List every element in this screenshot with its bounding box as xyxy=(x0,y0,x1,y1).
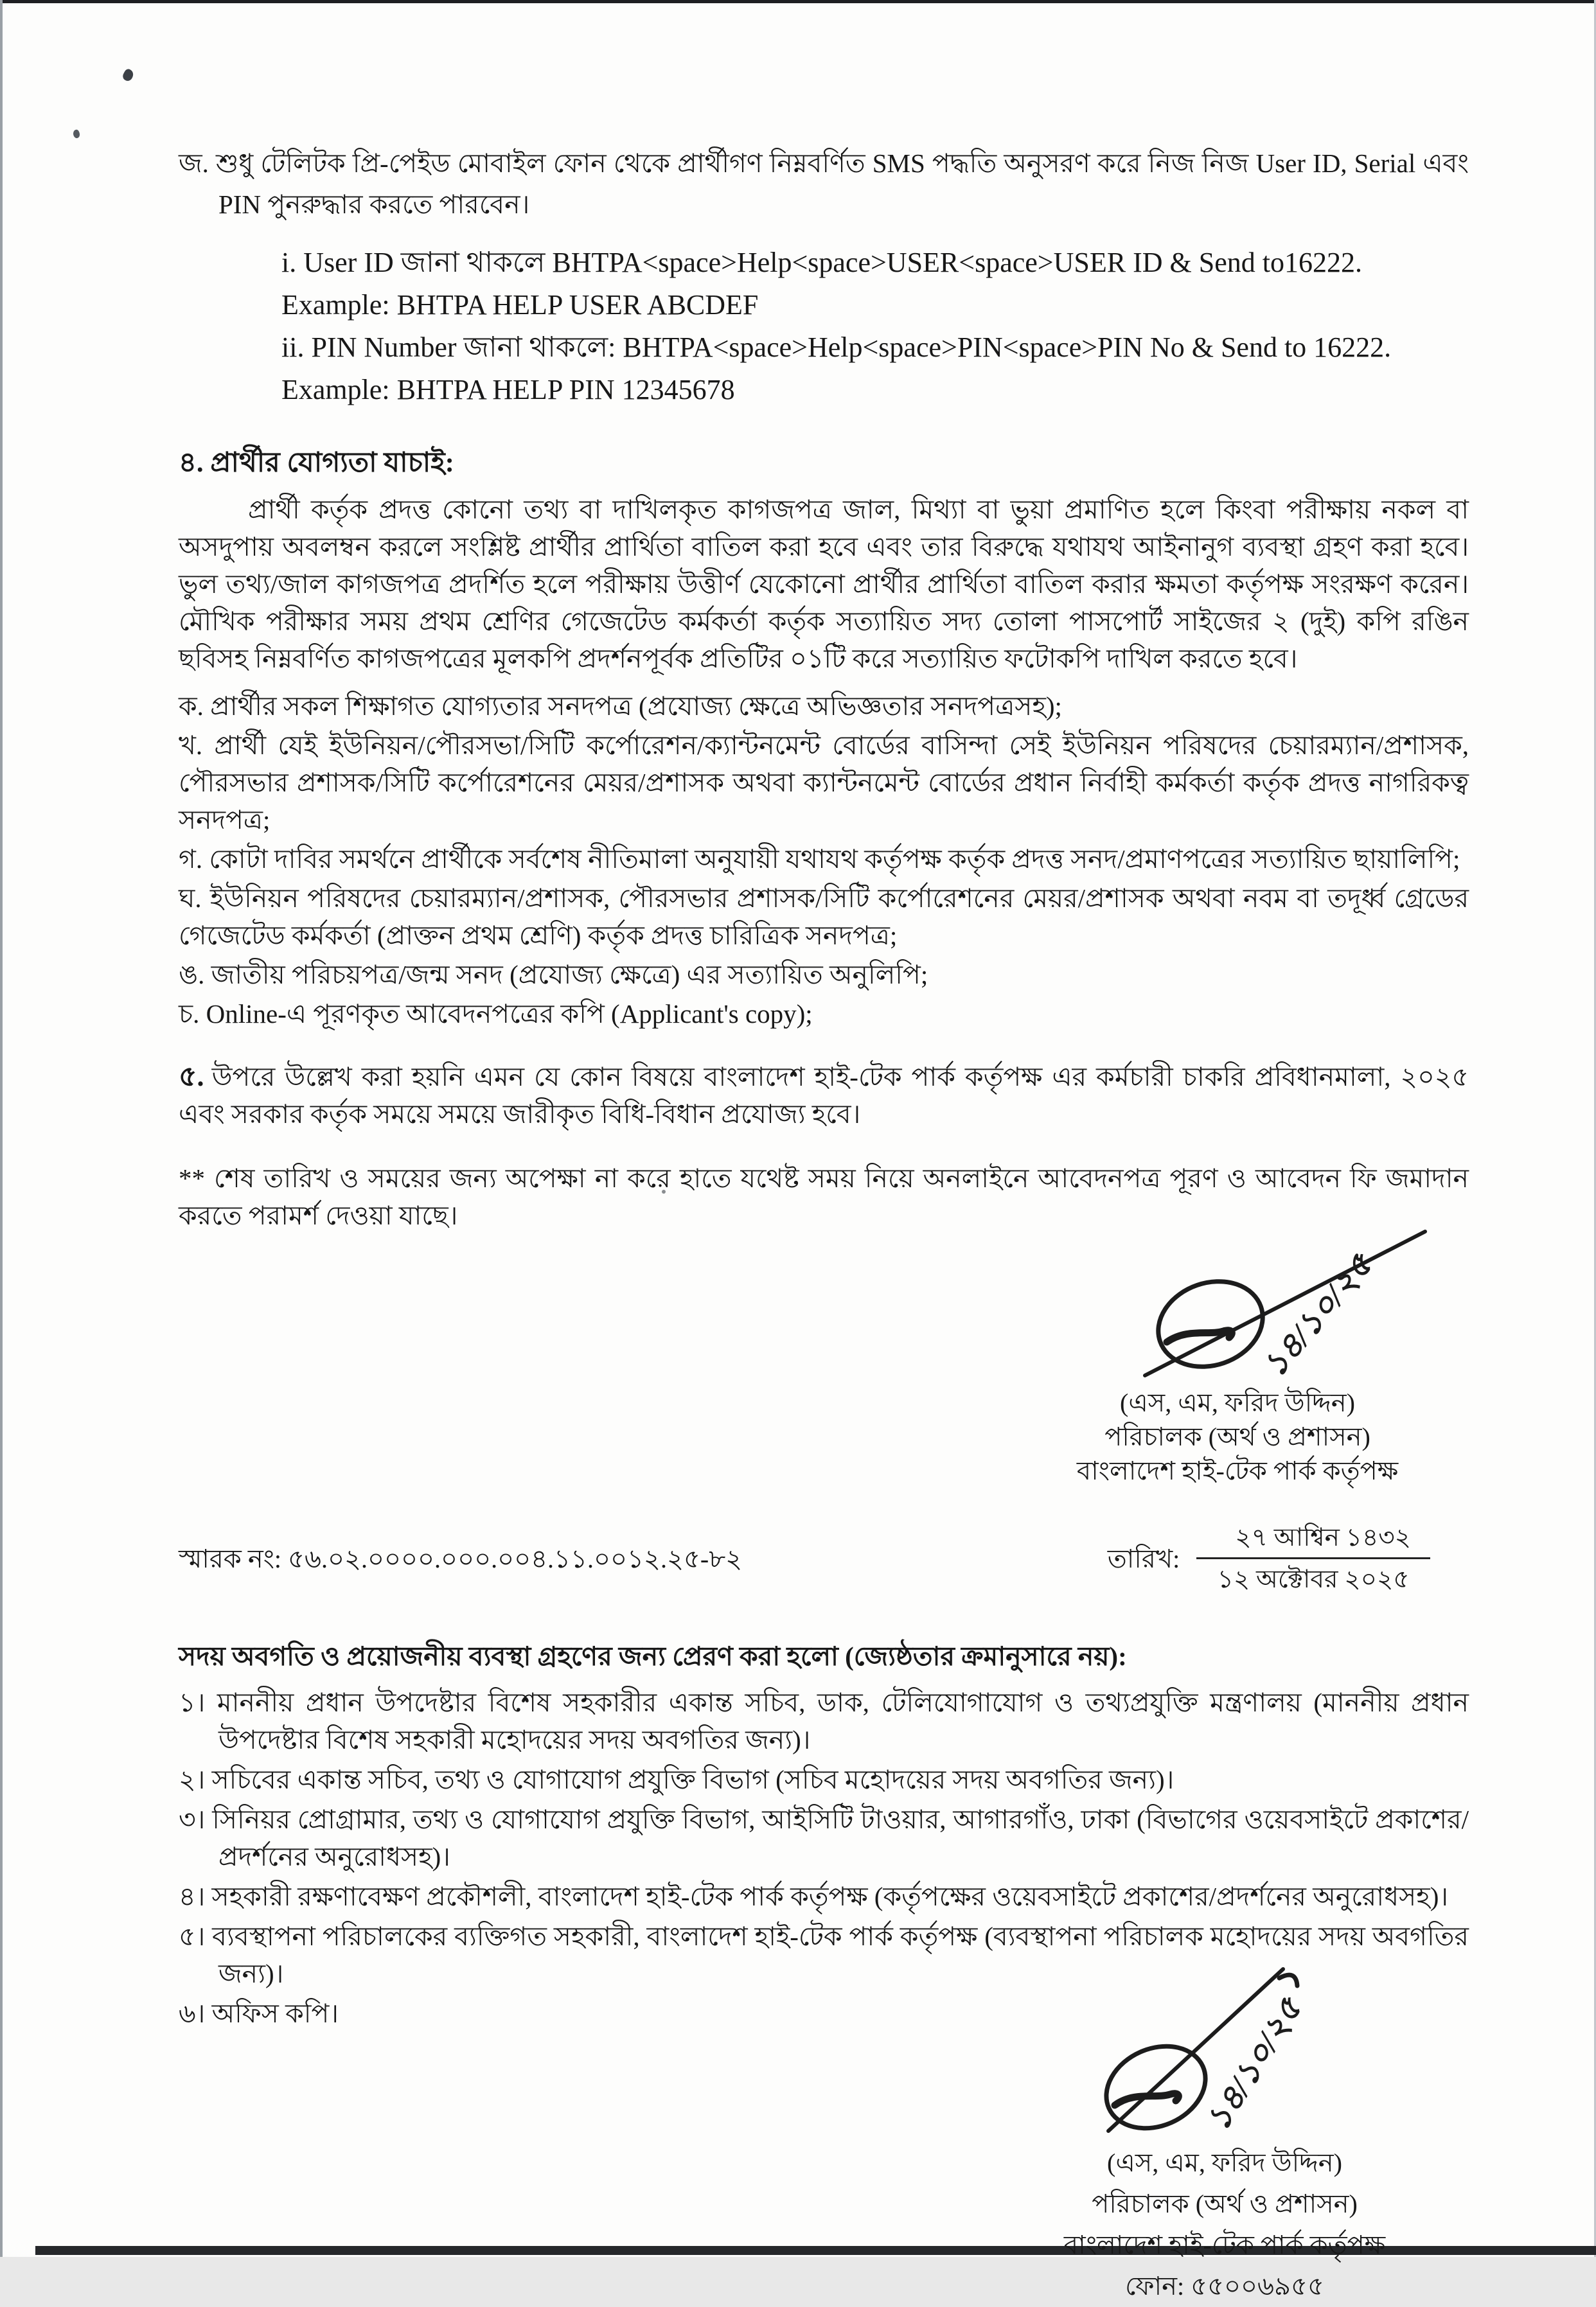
signatory-name: (এস, এম, ফরিদ উদ্দিন) xyxy=(1107,2148,1342,2177)
date-gregorian: ১২ অক্টোবর ২০২৫ xyxy=(1196,1557,1430,1596)
sms-example-pin: Example: BHTPA HELP PIN 12345678 xyxy=(281,374,735,405)
memo-row xyxy=(179,1521,1469,1596)
memo-date xyxy=(1108,1521,1430,1596)
sms-instruction-block xyxy=(179,242,1469,411)
signature-block-1 xyxy=(1013,1217,1462,1488)
section-5-text: উপরে উল্লেখ করা হয়নি এমন যে কোন বিষয়ে বাংলাদেশ হাই-টেক পার্ক কর্তৃপক্ষ এর কর্মচারী চাকরি প্রবিধানমালা, ২০২৫ এবং সরকার কর্তৃক সময়ে সময়ে জারীকৃত বিধি-বিধান প্রযোজ্য হবে। xyxy=(179,1062,1469,1129)
signature-scribble xyxy=(1086,1952,1363,2143)
distribution-item-6: ৬। অফিস কপি। xyxy=(179,1999,339,2028)
memo-number: স্মারক নং: ৫৬.০২.০০০০.০০০.০০৪.১১.০০১২.২৫-৮২ xyxy=(179,1544,743,1573)
sms-instruction-user-id: i. User ID জানা থাকলে BHTPA<space>Help<space>USER<space>USER ID & Send to16222. xyxy=(281,247,1362,278)
sms-instruction-pin: ii. PIN Number জানা থাকলে: BHTPA<space>Help<space>PIN<space>PIN No & Send to 16222. xyxy=(281,331,1392,363)
advice-note: ** শেষ তারিখ ও সময়ের জন্য অপেক্ষা না করে হাতে যথেষ্ট সময় নিয়ে অনলাইনে আবেদনপত্র পূরণ ও আবেদন ফি জমাদান করতে পরামর্শ দেওয়া যাছে। xyxy=(179,1163,1469,1230)
section-5-number: ৫. xyxy=(179,1061,204,1092)
checklist-item-kha: খ. প্রার্থী যেই ইউনিয়ন/পৌরসভা/সিটি কর্পোরেশন/ক্যান্টনমেন্ট বোর্ডের বাসিন্দা সেই ইউনিয়ন পরিষদের চেয়ারম্যান/প্রশাসক, পৌরসভার প্রশাসক/সিটি কর্পোরেশনের মেয়র/প্রশাসক অথবা ক্যান্টনমেন্ট বোর্ডের প্রধান নির্বাহী কর্মকর্তা কর্তৃক প্রদত্ত নাগরিকত্ব সনদপত্র; xyxy=(179,730,1469,835)
checklist-item-cha: চ. Online-এ পূরণকৃত আবেদনপত্রের কপি (Applicant's copy); xyxy=(179,999,813,1029)
checklist-item-ka: ক. প্রার্থীর সকল শিক্ষাগত যোগ্যতার সনদপত্র (প্রযোজ্য ক্ষেত্রে অভিজ্ঞতার সনদপত্রসহ); xyxy=(179,691,1062,721)
distribution-item-3: ৩। সিনিয়র প্রোগ্রামার, তথ্য ও যোগাযোগ প্রযুক্তি বিভাগ, আইসিটি টাওয়ার, আগারগাঁও, ঢাকা (বিভাগের ওয়েবসাইটে প্রকাশের/প্রদর্শনের অনুরোধসহ)। xyxy=(179,1805,1469,1871)
signatory-title: পরিচালক (অর্থ ও প্রশাসন) xyxy=(1092,2189,1358,2218)
signatory-title: পরিচালক (অর্থ ও প্রশাসন) xyxy=(1104,1422,1370,1451)
date-label: তারিখ: xyxy=(1107,1544,1180,1573)
distribution-item-4: ৪। সহকারী রক্ষণাবেক্ষণ প্রকৌশলী, বাংলাদেশ হাই-টেক পার্ক কর্তৃপক্ষ (কর্তৃপক্ষের ওয়েবসাইটে প্রকাশের/প্রদর্শনের অনুরোধসহ)। xyxy=(179,1882,1449,1911)
section-4-heading: ৪. প্রার্থীর যোগ্যতা যাচাই: xyxy=(179,448,454,478)
checklist-item-gha: ঘ. ইউনিয়ন পরিষদের চেয়ারম্যান/প্রশাসক, পৌরসভার প্রশাসক/সিটি কর্পোরেশনের মেয়র/প্রশাসক অথবা নবম বা তদূর্ধ্ব গ্রেডের গেজেটেড কর্মকর্তা (প্রাক্তন প্রথম শ্রেণি) কর্তৃক প্রদত্ত চারিত্রিক সনদপত্র; xyxy=(179,883,1469,950)
signatory-org: বাংলাদেশ হাই-টেক পার্ক কর্তৃপক্ষ xyxy=(1063,2231,1386,2259)
scan-edge-top xyxy=(0,0,1596,3)
signatory-org: বাংলাদেশ হাই-টেক পার্ক কর্তৃপক্ষ xyxy=(1076,1456,1399,1485)
signature-block-2 xyxy=(980,1952,1469,2307)
signature-date-handwritten: ১৪/১০/২৫ xyxy=(1256,1246,1380,1384)
signature-date-handwritten: ১৪/১০/২৫ xyxy=(1199,1992,1309,2137)
scan-edge-left xyxy=(0,0,3,2257)
section-5-clause xyxy=(179,1058,1469,1133)
section-4-paragraph: প্রার্থী কর্তৃক প্রদত্ত কোনো তথ্য বা দাখিলকৃত কাগজপত্র জাল, মিথ্যা বা ভুয়া প্রমাণিত হলে কিংবা পরীক্ষায় নকল বা অসদুপায় অবলম্বন করলে সংশ্লিষ্ট প্রার্থীর প্রার্থিতা বাতিল করা হবে এবং তার বিরুদ্ধে যথাযথ আইনানুগ ব্যবস্থা গ্রহণ করা হবে। ভুল তথ্য/জাল কাগজপত্র প্রদর্শিত হলে পরীক্ষায় উত্তীর্ণ যেকোনো প্রার্থীর প্রার্থিতা বাতিল করার ক্ষমতা কর্তৃপক্ষ সংরক্ষণ করেন। মৌখিক পরীক্ষার সময় প্রথম শ্রেণির গেজেটেড কর্মকর্তা কর্তৃক সত্যায়িত সদ্য তোলা পাসপোর্ট সাইজের ২ (দুই) কপি রঙিন ছবিসহ নিম্নবর্ণিত কাগজপত্রের মূলকপি প্রদর্শনপূর্বক প্রতিটির ০১টি করে সত্যায়িত ফটোকপি দাখিল করতে হবে। xyxy=(179,495,1469,673)
document-checklist xyxy=(179,687,1469,1032)
distribution-item-2: ২। সচিবের একান্ত সচিব, তথ্য ও যোগাযোগ প্রযুক্তি বিভাগ (সচিব মহোদয়ের সদয় অবগতির জন্য)। xyxy=(179,1765,1175,1794)
checklist-item-uma: ঙ. জাতীয় পরিচয়পত্র/জন্ম সনদ (প্রযোজ্য ক্ষেত্রে) এর সত্যায়িত অনুলিপি; xyxy=(179,960,928,989)
distribution-item-5: ৫। ব্যবস্থাপনা পরিচালকের ব্যক্তিগত সহকারী, বাংলাদেশ হাই-টেক পার্ক কর্তৃপক্ষ (ব্যবস্থাপনা পরিচালক মহোদয়ের সদয় অবগতির জন্য)। xyxy=(179,1922,1469,1988)
document-body xyxy=(179,143,1469,2307)
signatory-phone: ফোন: ৫৫০০৬৯৫৫ xyxy=(1125,2272,1324,2301)
signature-scribble xyxy=(1135,1217,1437,1386)
scan-speck xyxy=(121,67,136,82)
date-stack xyxy=(1196,1521,1430,1596)
distribution-item-1: ১। মাননীয় প্রধান উপদেষ্টার বিশেষ সহকারীর একান্ত সচিব, ডাক, টেলিযোগাযোগ ও তথ্যপ্রযুক্তি মন্ত্রণালয় (মাননীয় প্রধান উপদেষ্টার বিশেষ সহকারী মহোদয়ের সদয় অবগতির জন্য)। xyxy=(179,1688,1469,1755)
scan-speck xyxy=(72,129,81,139)
sms-example-user: Example: BHTPA HELP USER ABCDEF xyxy=(281,289,759,321)
distribution-heading: সদয় অবগতি ও প্রয়োজনীয় ব্যবস্থা গ্রহণের জন্য প্রেরণ করা হলো (জ্যেষ্ঠতার ক্রমানুসারে নয়): xyxy=(179,1641,1127,1671)
checklist-item-ga: গ. কোটা দাবির সমর্থনে প্রার্থীকে সর্বশেষ নীতিমালা অনুযায়ী যথাযথ কর্তৃপক্ষ কর্তৃক প্রদত্ত সনদ/প্রমাণপত্রের সত্যায়িত ছায়ালিপি; xyxy=(179,844,1460,874)
clause-j-telitalk-sms: জ. শুধু টেলিটক প্রি-পেইড মোবাইল ফোন থেকে প্রার্থীগণ নিম্নবর্ণিত SMS পদ্ধতি অনুসরণ করে নিজ নিজ User ID, Serial এবং PIN পুনরুদ্ধার করতে পারবেন। xyxy=(179,148,1469,219)
signatory-name: (এস, এম, ফরিদ উদ্দিন) xyxy=(1120,1388,1355,1417)
date-bangla: ২৭ আশ্বিন ১৪৩২ xyxy=(1235,1524,1411,1551)
